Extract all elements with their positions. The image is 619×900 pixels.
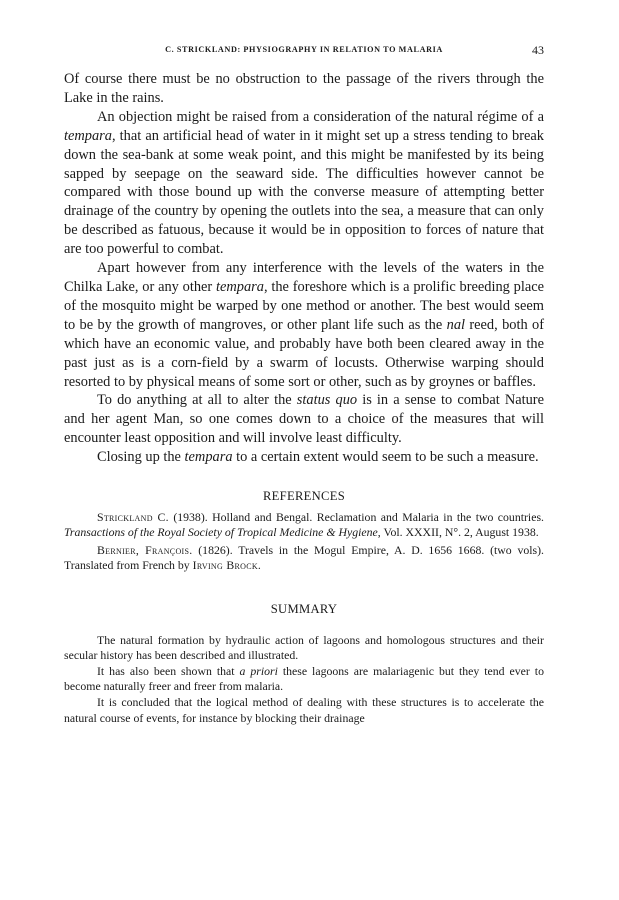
references-heading: REFERENCES [262,489,346,504]
summary-paragraph-3-text: It is concluded that the logical method of dealing with these structures is to accelerate the natural course of events, for instance by blocking their drainage [64,695,544,725]
paragraph-3-italic-1: tempara [216,278,264,295]
summary-paragraph-2-text-a: It has also been shown that [97,663,240,678]
paragraph-4-text-a: To do anything at all to alter the [97,392,297,409]
reference-text: (1938). Holland and Bengal. Reclamation and Malaria in the two countries. [168,510,544,525]
summary-paragraph-3 [64,695,544,726]
paragraph-4-italic: status quo [296,392,358,409]
summary-paragraph-1 [64,633,544,664]
page-number: 43 [532,43,544,57]
paragraph-3-italic-2: nal [446,316,466,333]
references-list [64,510,544,574]
summary-heading: SUMMARY [270,601,338,616]
paragraph-1-text: Of course there must be no obstruction to the passage of the rivers through the Lake in the rains. [64,71,544,106]
paragraph-3-text-a: Apart however from any interference with the levels of the waters in the Chilka Lake, or any other [64,260,544,295]
reference-journal: Transactions of the Royal Society of Tropical Medicine & Hygiene [64,525,378,540]
paragraph-2 [64,108,544,259]
summary-paragraph-2-italic: a priori [239,663,278,678]
summary-paragraph-2 [64,664,544,695]
paragraph-2-italic: tempara [64,127,112,144]
paragraph-4 [64,391,544,448]
summary-paragraph-2-text-b: these lagoons are malariagenic but they tend ever to become naturally freer and freer from malaria. [64,663,544,694]
reference-author: Strickland C. [97,510,169,525]
paragraph-1 [64,70,544,108]
reference-text: (1826). Travels in the Mogul Empire, A. D. 1656 1668. (two vols). Translated from French by [64,542,544,573]
summary-text [64,633,544,727]
reference-text-end: , Vol. XXXII, N°. 2, August 1938. [377,525,539,540]
paragraph-5-italic: tempara [184,449,233,466]
reference-item [64,510,544,541]
paragraph-5 [64,448,544,467]
paragraph-5-text-a: Closing up the [97,449,185,466]
paragraph-2-text-a: An objection might be raised from a consideration of the natural régime of a [97,108,544,125]
paragraph-4-text-b: is in a sense to combat Nature and her agent Man, so one comes down to a choice of the measures that will encounter least opposition and will involve least difficulty. [64,392,544,447]
summary-paragraph-1-text: The natural formation by hydraulic action of lagoons and homologous structures and their secular history has been described and illustrated. [64,632,544,663]
journal-page [64,40,544,726]
running-head [64,40,544,60]
reference-item [64,543,544,574]
body-text [64,70,544,467]
reference-author: Bernier, François. [97,542,193,557]
reference-translator: Irving Brock. [192,558,262,573]
paragraph-2-text-b: , that an artificial head of water in it might set up a stress tending to break down the sea-bank at some weak point, and this might be manifested by its being sapped by seepage on the seaward side. The difficulties however cannot be compared with those bound up with the converse measure of attempting better drainage of the country by opening the outlets into the sea, a measure that can only be described as fatuous, because it would be in opposition to forces of nature that are too powerful to combat. [64,127,544,258]
paragraph-5-text-b: to a certain extent would seem to be such a measure. [232,449,539,466]
paragraph-3 [64,259,544,391]
paragraph-3-text-b: , the foreshore which is a prolific breeding place of the mosquito might be warped by one method or another. The best would seem to be by the growth of mangroves, or other plant life such as the [64,278,544,333]
running-title: C. STRICKLAND: PHYSIOGRAPHY IN RELATION TO MALARIA [165,45,443,54]
paragraph-3-text-c: reed, both of which have an economic value, and probably have both been cleared away in the past just as is a corn-field by a swarm of locusts. Otherwise warping should resorted to by physical means of some sort or other, such as by groynes or baffles. [64,316,545,390]
